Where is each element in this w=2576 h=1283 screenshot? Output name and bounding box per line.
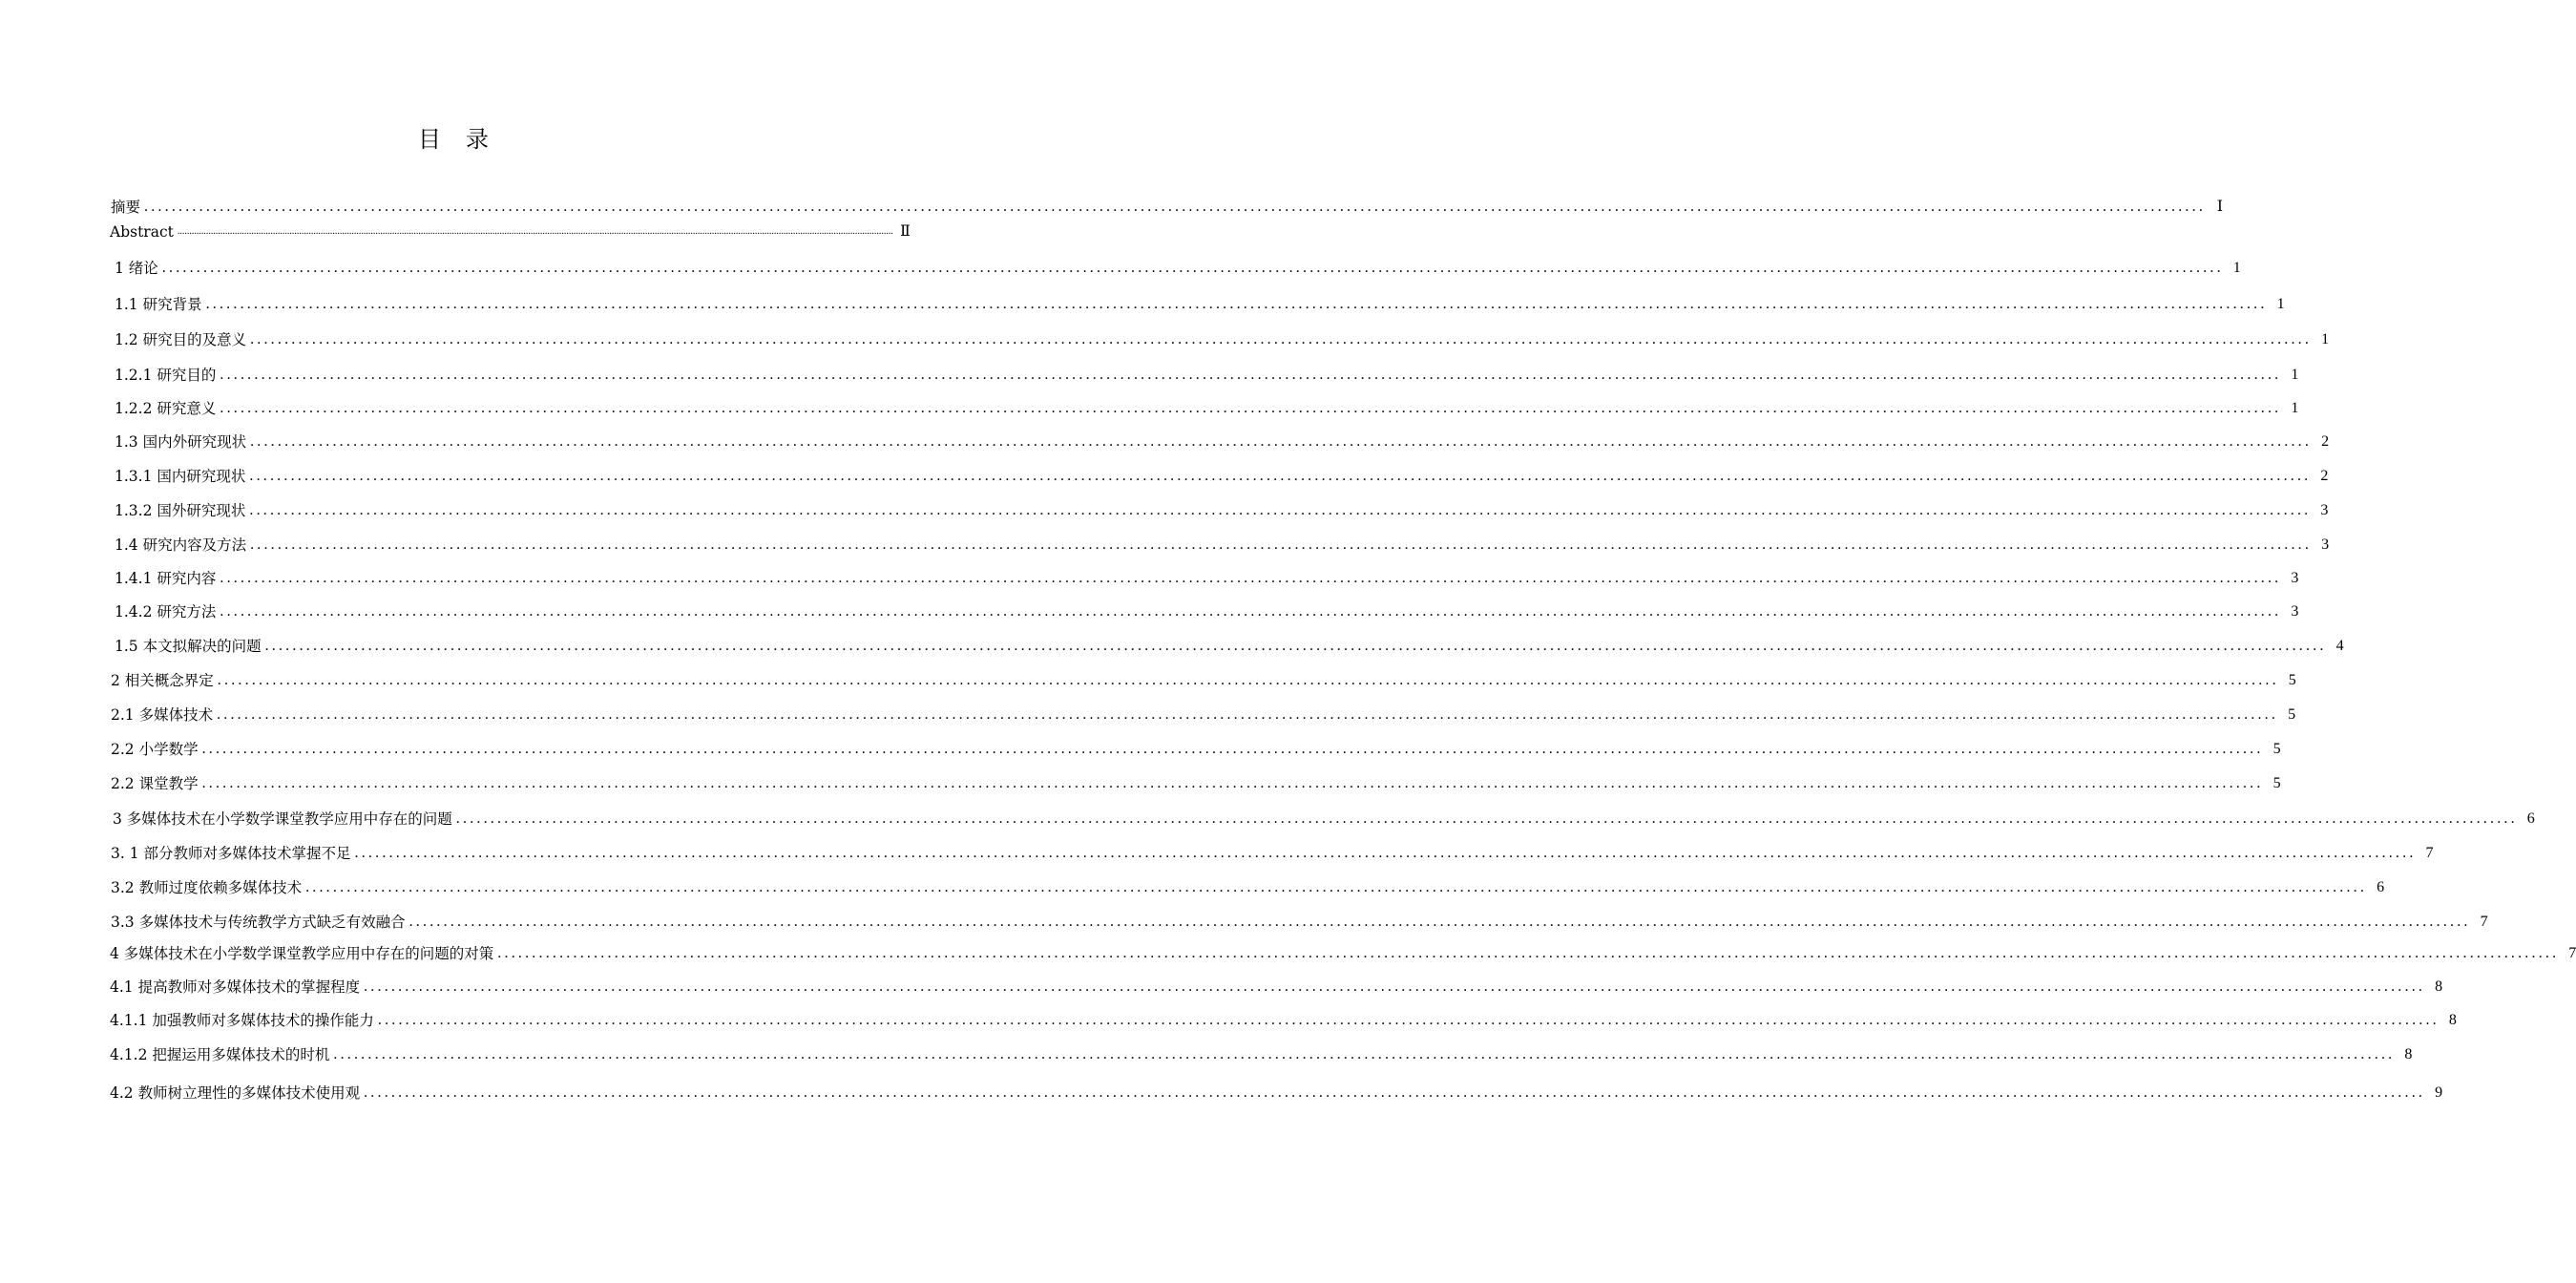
toc-entry-page: 7 [2480, 914, 2488, 930]
toc-entry[interactable] [115, 294, 2285, 315]
toc-entry-label: Abstract [110, 223, 174, 241]
dot-leader: ............................................................................................................................................................................................................................................................................................................ [177, 226, 893, 237]
toc-entry-label: 1 绪论 [115, 260, 158, 277]
toc-entry-label: 1.2.1 研究目的 [115, 367, 217, 384]
toc-entry-label: 1.4.2 研究方法 [115, 603, 217, 620]
toc-entry-page: 7 [2425, 845, 2434, 861]
toc-entry-page: 1 [2291, 400, 2299, 416]
toc-entry[interactable] [111, 670, 2296, 691]
toc-entry-page: 4 [2335, 638, 2344, 654]
toc-entry[interactable] [115, 258, 2241, 279]
toc-entry-page: 9 [2435, 1084, 2443, 1101]
dot-leader: ............................................................................................................................................................................................................................................................................................................ [249, 502, 2312, 518]
toc-entry-page: 5 [2288, 672, 2296, 688]
toc-entry-page: 7 [2568, 945, 2576, 961]
toc-entry-label: 1.3.1 国内研究现状 [115, 468, 246, 485]
toc-entry-label: 1.4 研究内容及方法 [115, 536, 247, 554]
toc-entry[interactable] [115, 500, 2329, 521]
toc-entry[interactable] [111, 739, 2281, 760]
toc-entry-label: 1.2 研究目的及意义 [115, 331, 247, 348]
toc-entry-label: 4.1.2 把握运用多媒体技术的时机 [110, 1046, 330, 1063]
dot-leader: ............................................................................................................................................................................................................................................................................................................ [205, 296, 2268, 312]
toc-entry-page: 5 [2272, 741, 2281, 757]
toc-entry-label: 3. 1 部分教师对多媒体技术掌握不足 [111, 845, 351, 862]
toc-entry[interactable] [115, 431, 2330, 452]
dot-leader: ............................................................................................................................................................................................................................................................................................................ [220, 603, 2282, 620]
dot-leader: ............................................................................................................................................................................................................................................................................................................ [364, 1084, 2426, 1101]
toc-entry-label: 4.1.1 加强教师对多媒体技术的操作能力 [110, 1012, 374, 1029]
dot-leader: ............................................................................................................................................................................................................................................................................................................ [250, 536, 2313, 553]
toc-entry[interactable] [115, 365, 2299, 386]
toc-entry-label: 3 多媒体技术在小学数学课堂教学应用中存在的问题 [113, 810, 452, 828]
toc-entry[interactable] [115, 466, 2329, 487]
dot-leader: ............................................................................................................................................................................................................................................................................................................ [305, 879, 2368, 895]
toc-entry[interactable] [111, 877, 2385, 898]
toc-entry-label: 摘要 [111, 199, 141, 216]
toc-entry-label: 4.2 教师树立理性的多媒体技术使用观 [110, 1084, 361, 1102]
dot-leader: ............................................................................................................................................................................................................................................................................................................ [217, 706, 2279, 723]
toc-entry[interactable] [110, 977, 2443, 998]
toc-entry-label: 1.4.1 研究内容 [115, 570, 217, 587]
toc-entry-page: 2 [2320, 468, 2329, 484]
dot-leader: ............................................................................................................................................................................................................................................................................................................ [250, 433, 2313, 450]
dot-leader: ............................................................................................................................................................................................................................................................................................................ [201, 741, 2264, 757]
toc-entry-page: 1 [2291, 367, 2299, 383]
toc-entry[interactable] [115, 398, 2299, 419]
dot-leader: ............................................................................................................................................................................................................................................................................................................ [217, 672, 2279, 688]
toc-entry-label: 1.2.2 研究意义 [115, 400, 217, 417]
toc-entry-label: 1.5 本文拟解决的问题 [115, 638, 262, 655]
dot-leader: ............................................................................................................................................................................................................................................................................................................ [220, 400, 2282, 416]
dot-leader: ............................................................................................................................................................................................................................................................................................................ [455, 810, 2518, 827]
toc-entry[interactable] [115, 568, 2299, 589]
toc-entry-page: Ⅱ [899, 223, 911, 240]
toc-entry[interactable] [110, 1010, 2457, 1031]
toc-entry-page: 6 [2377, 879, 2385, 895]
toc-entry-page: 5 [2288, 706, 2296, 723]
dot-leader: ............................................................................................................................................................................................................................................................................................................ [249, 468, 2312, 484]
toc-entry-label: 1.3.2 国外研究现状 [115, 502, 246, 519]
toc-entry[interactable] [113, 809, 2535, 830]
dot-leader: ............................................................................................................................................................................................................................................................................................................ [220, 570, 2282, 586]
toc-entry[interactable] [110, 943, 2576, 964]
toc-entry[interactable] [115, 601, 2299, 622]
dot-leader: ............................................................................................................................................................................................................................................................................................................ [364, 978, 2426, 995]
toc-entry-page: 3 [2320, 502, 2329, 518]
toc-entry[interactable] [111, 843, 2434, 864]
dot-leader: ............................................................................................................................................................................................................................................................................................................ [408, 914, 2471, 930]
dot-leader: ............................................................................................................................................................................................................................................................................................................ [144, 199, 2207, 215]
dot-leader: ............................................................................................................................................................................................................................................................................................................ [220, 367, 2282, 383]
toc-entry[interactable] [111, 197, 2224, 218]
toc-entry-page: 2 [2321, 433, 2330, 450]
dot-leader: ............................................................................................................................................................................................................................................................................................................ [264, 638, 2327, 654]
page-title: 目录 [418, 126, 513, 153]
toc-entry-label: 1.3 国内外研究现状 [115, 433, 247, 451]
toc-entry-page: 1 [2321, 331, 2330, 347]
toc-entry-label: 3.2 教师过度依赖多媒体技术 [111, 879, 303, 896]
dot-leader: ............................................................................................................................................................................................................................................................................................................ [497, 945, 2560, 961]
toc-entry[interactable] [110, 221, 911, 242]
toc-entry-label: 2.2 小学数学 [111, 741, 199, 758]
toc-entry-page: 5 [2272, 775, 2281, 791]
toc-entry-label: 3.3 多媒体技术与传统教学方式缺乏有效融合 [111, 914, 406, 931]
toc-entry-page: 8 [2404, 1046, 2413, 1062]
toc-entry[interactable] [110, 1044, 2413, 1065]
toc-entry-page: 3 [2321, 536, 2330, 553]
dot-leader: ............................................................................................................................................................................................................................................................................................................ [161, 260, 2224, 276]
dot-leader: ............................................................................................................................................................................................................................................................................................................ [354, 845, 2417, 861]
toc-entry-label: 1.1 研究背景 [115, 296, 202, 313]
toc-entry-label: 4.1 提高教师对多媒体技术的掌握程度 [110, 978, 361, 996]
toc-entry[interactable] [115, 636, 2344, 657]
toc-entry[interactable] [111, 773, 2281, 794]
toc-entry[interactable] [111, 705, 2296, 726]
toc-entry-page: 1 [2276, 296, 2285, 312]
toc-entry-label: 2.2 课堂教学 [111, 775, 199, 792]
dot-leader: ............................................................................................................................................................................................................................................................................................................ [250, 331, 2313, 347]
dot-leader: ............................................................................................................................................................................................................................................................................................................ [333, 1046, 2396, 1062]
toc-entry-label: 2 相关概念界定 [111, 672, 214, 689]
toc-entry-label: 2.1 多媒体技术 [111, 706, 214, 724]
dot-leader: ............................................................................................................................................................................................................................................................................................................ [201, 775, 2264, 791]
toc-entry-page: Ⅰ [2216, 199, 2224, 215]
toc-entry[interactable] [115, 329, 2330, 350]
toc-entry-page: 3 [2291, 570, 2299, 586]
toc-entry-page: 3 [2291, 603, 2299, 620]
toc-entry[interactable] [115, 535, 2330, 556]
toc-entry[interactable] [111, 912, 2488, 933]
toc-entry[interactable] [110, 1083, 2443, 1104]
toc-entry-label: 4 多媒体技术在小学数学课堂教学应用中存在的问题的对策 [110, 945, 494, 962]
toc-entry-page: 1 [2232, 260, 2241, 276]
toc-entry-page: 6 [2526, 810, 2535, 827]
toc-entry-page: 8 [2448, 1012, 2457, 1028]
dot-leader: ............................................................................................................................................................................................................................................................................................................ [377, 1012, 2440, 1028]
toc-entry-page: 8 [2435, 978, 2443, 995]
